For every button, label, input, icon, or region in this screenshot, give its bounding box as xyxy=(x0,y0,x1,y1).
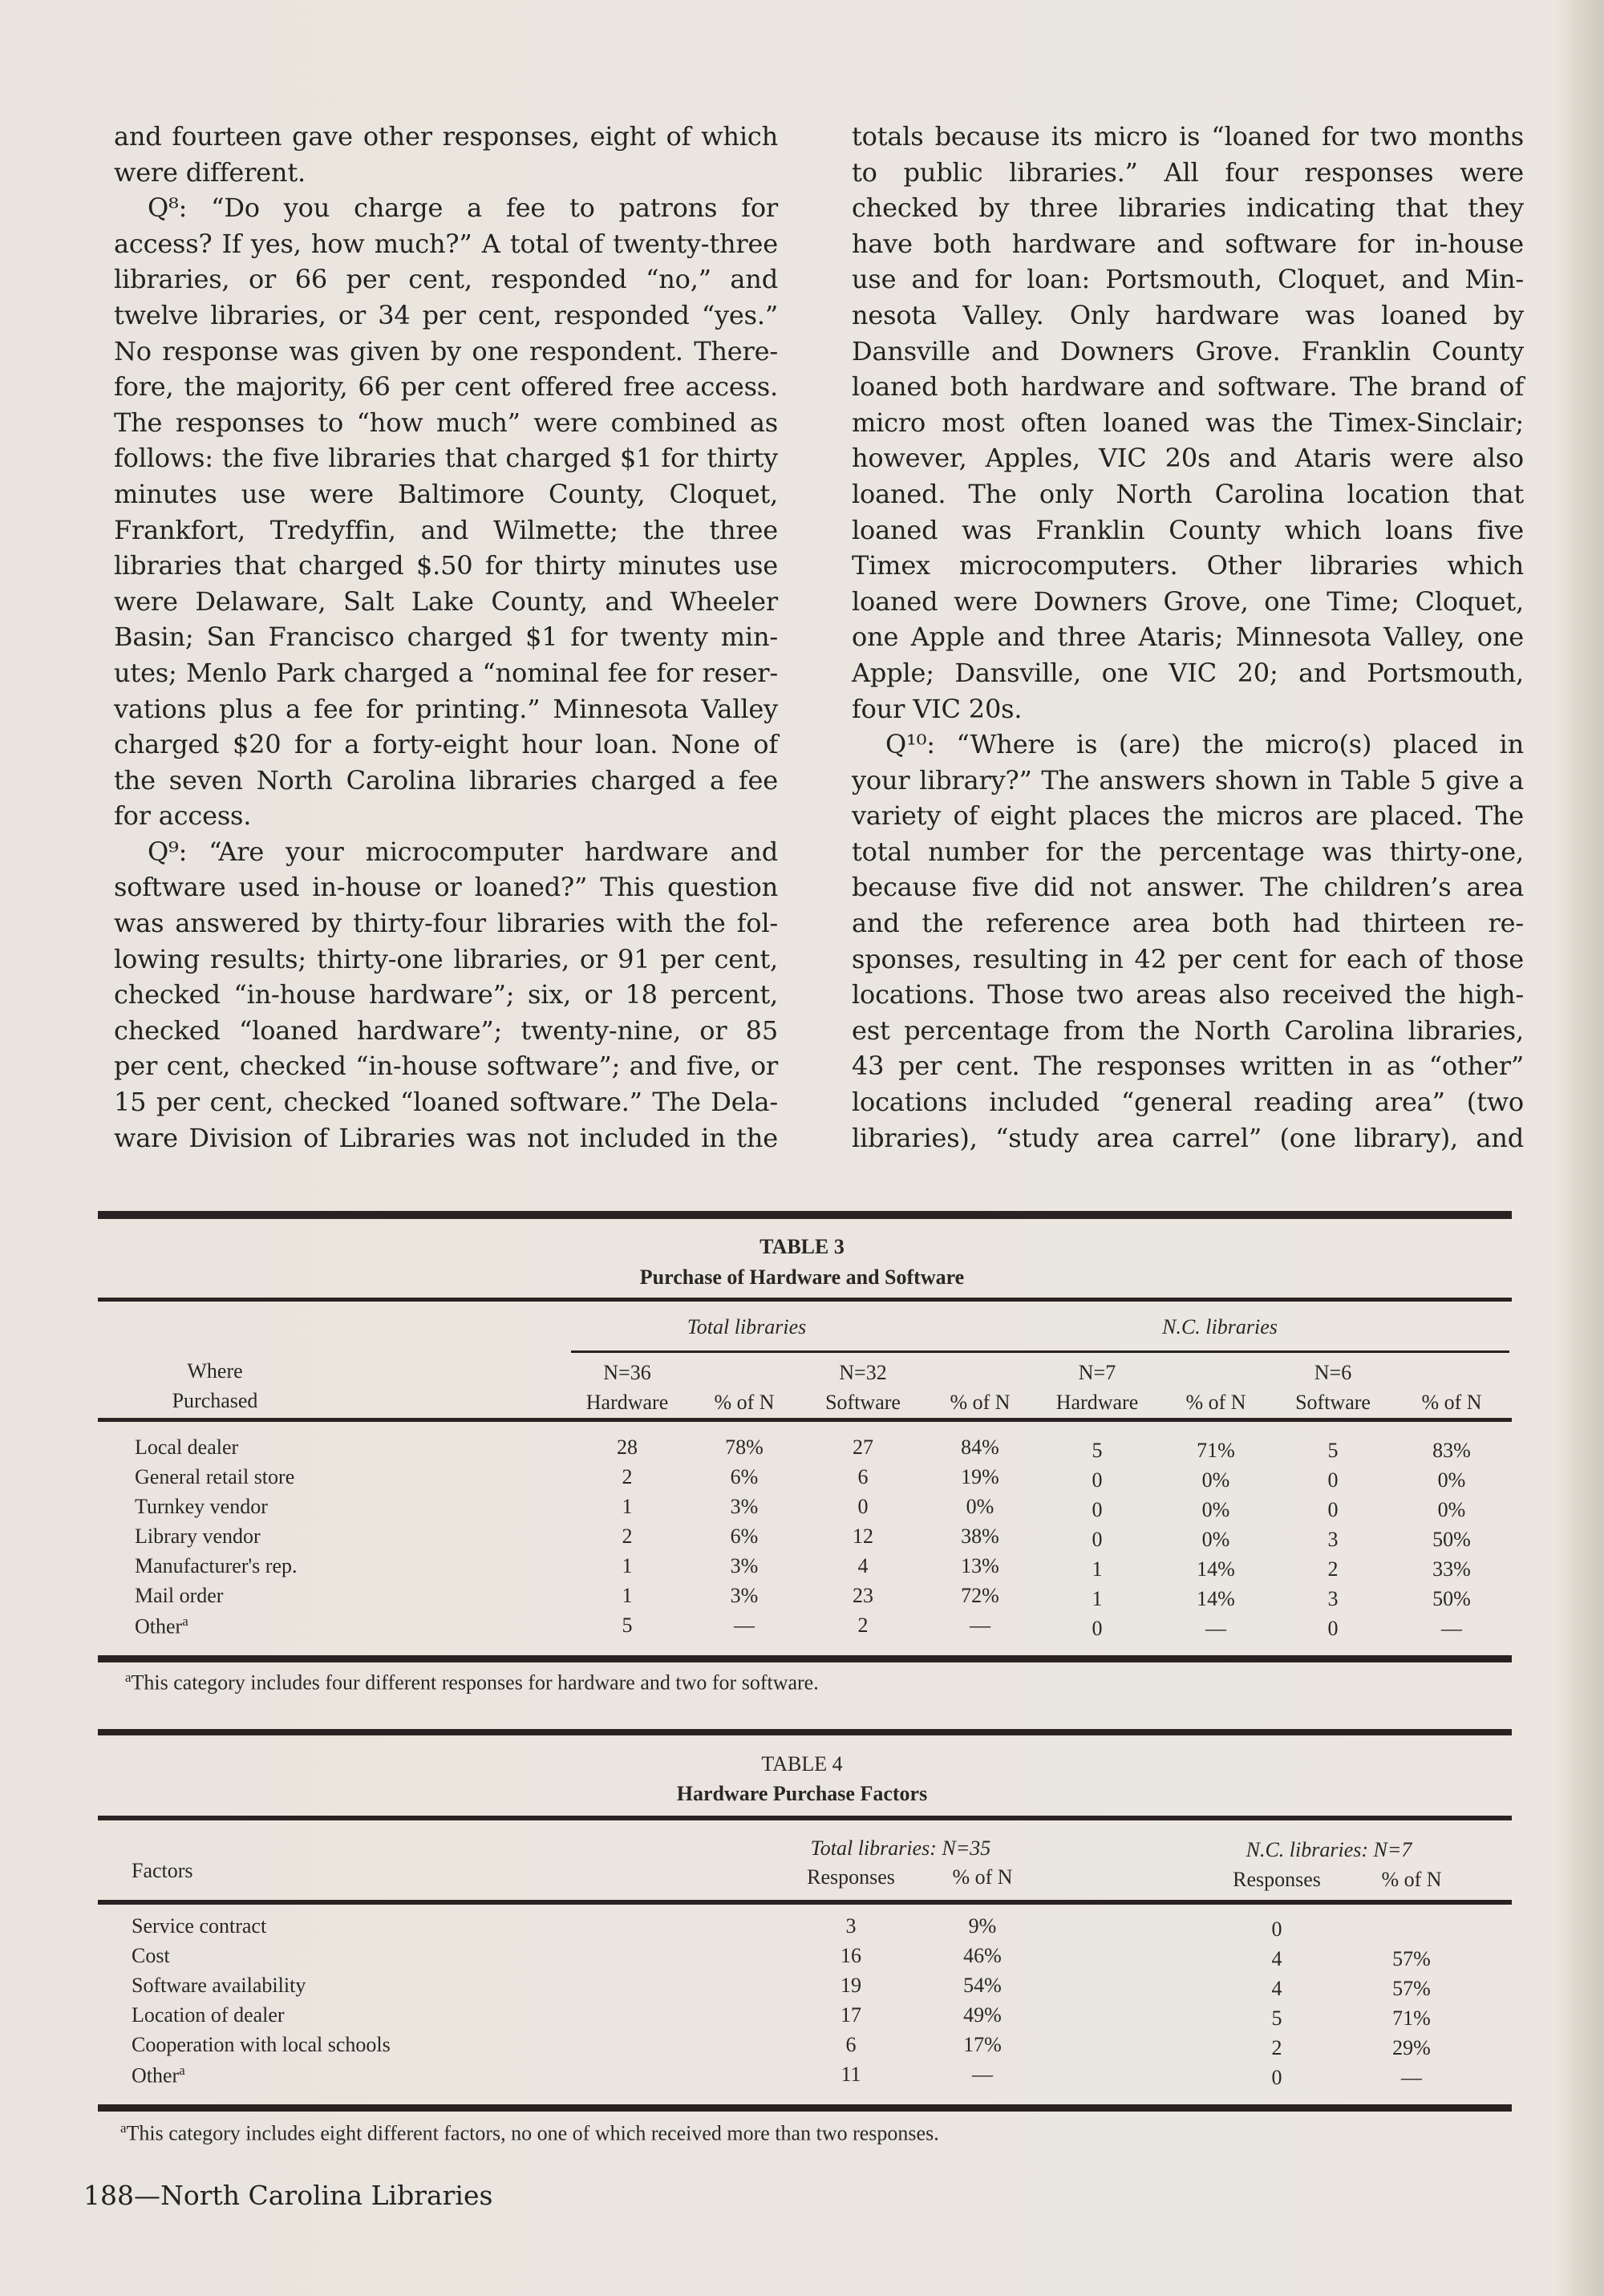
text-line: ware Division of Libraries was not included in the xyxy=(114,1122,778,1153)
table-cell: 57% xyxy=(1392,1977,1431,2000)
table-cell: 0 xyxy=(1092,1617,1103,1640)
row-label xyxy=(132,1944,170,1968)
column-header: Software xyxy=(1295,1391,1371,1414)
table-cell: 78% xyxy=(725,1436,764,1459)
table-cell: 19 xyxy=(840,1974,861,1997)
row-label-text: Local dealer xyxy=(135,1436,239,1459)
table-cell: 83% xyxy=(1432,1439,1471,1462)
table-cell: 3 xyxy=(1327,1587,1339,1610)
column-header: % of N xyxy=(1185,1391,1246,1414)
table-cell: 11 xyxy=(840,2063,861,2086)
column-header: % of N xyxy=(1381,1868,1442,1891)
table-cell: 5 xyxy=(1092,1439,1103,1462)
text-line: Frankfort, Tredyffin, and Wilmette; the three xyxy=(114,514,778,545)
text-line: and the reference area both had thirteen re- xyxy=(852,908,1524,939)
row-label-text: Cooperation with local schools xyxy=(132,2033,391,2056)
table-cell: — xyxy=(1205,1617,1226,1640)
table-cell: 1 xyxy=(622,1584,633,1607)
table-cell: 0% xyxy=(1201,1498,1230,1521)
table-cell: 14% xyxy=(1197,1587,1235,1610)
table-cell: 50% xyxy=(1432,1528,1471,1551)
table-cell: 0% xyxy=(1201,1468,1230,1492)
table4-label: TABLE 4 xyxy=(761,1752,843,1776)
table-cell: 6% xyxy=(730,1465,759,1488)
left-text-column xyxy=(114,119,778,1156)
row-label-text: General retail store xyxy=(135,1465,295,1488)
table-cell: 4 xyxy=(857,1554,869,1577)
text-line: est percentage from the North Carolina libraries, xyxy=(852,1014,1524,1046)
table-cell: 0% xyxy=(966,1495,994,1518)
table-cell: 0 xyxy=(1327,1468,1339,1492)
right-text-column xyxy=(852,119,1524,1156)
table-cell: 71% xyxy=(1392,2006,1431,2030)
text-line: loaned was Franklin County which loans five xyxy=(852,514,1524,545)
n-value: N=7 xyxy=(1078,1361,1116,1384)
table-cell: 0 xyxy=(1092,1468,1103,1492)
table4-title: Hardware Purchase Factors xyxy=(676,1782,928,1805)
table-cell: 0 xyxy=(857,1495,869,1518)
table3-footnote xyxy=(125,1670,819,1695)
row-label xyxy=(132,2063,185,2088)
text-line: 15 per cent, checked “loaned software.” The Dela- xyxy=(114,1087,778,1118)
column-header: Hardware xyxy=(1055,1391,1139,1414)
table-cell: 4 xyxy=(1271,1947,1282,1970)
table-cell: 0% xyxy=(1437,1468,1466,1492)
column-header: % of N xyxy=(1421,1391,1482,1414)
table-cell: 28 xyxy=(617,1436,638,1459)
table-cell: 2 xyxy=(622,1465,633,1488)
table-rule xyxy=(98,1900,1512,1905)
table-cell: 1 xyxy=(1092,1587,1103,1610)
text-line: use and for loan: Portsmouth, Cloquet, and Min- xyxy=(852,264,1524,295)
table-cell: 4 xyxy=(1271,1977,1282,2000)
table-cell: 0% xyxy=(1201,1528,1230,1551)
table-cell: 0 xyxy=(1327,1617,1339,1640)
text-line: sponses, resulting in 42 per cent for each of those xyxy=(852,943,1524,974)
table-rule xyxy=(98,1816,1512,1820)
text-line: the seven North Carolina libraries charged a fee xyxy=(114,764,778,796)
table-cell: 9% xyxy=(968,1914,997,1938)
text-line: were different. xyxy=(114,156,306,188)
text-line: charged $20 for a forty-eight hour loan. None of xyxy=(114,729,778,760)
text-line: loaned. The only North Carolina location that xyxy=(852,478,1524,509)
row-label xyxy=(135,1554,297,1578)
table-cell: 0 xyxy=(1092,1528,1103,1551)
text-line: one Apple and three Ataris; Minnesota Valley, one xyxy=(852,622,1524,653)
group-total-libraries: Total libraries xyxy=(687,1315,807,1338)
footnote-text: This category includes four different responses for hardware and two for software. xyxy=(131,1670,819,1695)
table-cell: 13% xyxy=(961,1554,999,1577)
text-line: Apple; Dansville, one VIC 20; and Portsmouth, xyxy=(852,657,1524,688)
column-header: % of N xyxy=(714,1391,775,1414)
row-label xyxy=(135,1495,268,1519)
table-cell: 17 xyxy=(840,2003,861,2027)
text-line: per cent, checked “in-house software”; and five, or xyxy=(114,1051,778,1082)
table-cell: — xyxy=(1441,1617,1462,1640)
row-label xyxy=(132,2003,285,2027)
text-line: total number for the percentage was thirty-one, xyxy=(852,836,1524,867)
text-line: was answered by thirty-four libraries with the fol- xyxy=(114,908,778,939)
row-label-text: Turnkey vendor xyxy=(135,1495,268,1518)
table-cell: 72% xyxy=(961,1584,999,1607)
text-line: loaned both hardware and software. The brand of xyxy=(852,371,1524,403)
text-line: software used in-house or loaned?” This question xyxy=(114,872,778,903)
row-label xyxy=(135,1614,188,1639)
column-header: Responses xyxy=(1233,1868,1321,1891)
group-total-libraries: Total libraries: N=35 xyxy=(810,1836,991,1860)
text-line: micro most often loaned was the Timex-Sinclair; xyxy=(852,407,1524,438)
row-label xyxy=(132,1914,266,1938)
text-line: and fourteen gave other responses, eight of which xyxy=(114,121,778,152)
text-line: libraries, or 66 per cent, responded “no,” and xyxy=(114,264,778,295)
table-cell: 33% xyxy=(1432,1557,1471,1581)
table-cell: 27 xyxy=(853,1436,873,1459)
table-cell: 5 xyxy=(622,1614,633,1637)
table-cell: — xyxy=(972,2063,993,2086)
text-line: Timex microcomputers. Other libraries which xyxy=(852,550,1524,581)
table-cell: 1 xyxy=(1092,1557,1103,1581)
table-cell: 0 xyxy=(1092,1498,1103,1521)
text-line: loaned were Downers Grove, one Time; Cloquet, xyxy=(852,585,1524,617)
table-cell: — xyxy=(1401,2066,1422,2089)
table-rule xyxy=(571,1350,1509,1353)
table-cell: 23 xyxy=(853,1584,873,1607)
text-line: locations. Those two areas also received the high- xyxy=(852,979,1524,1010)
text-line: for access. xyxy=(114,800,252,832)
footnote-marker: a xyxy=(179,2063,185,2078)
table-cell: 0% xyxy=(1437,1498,1466,1521)
row-label-text: Location of dealer xyxy=(132,2003,285,2027)
text-line: The responses to “how much” were combined as xyxy=(114,407,778,438)
text-line: to public libraries.” All four responses were xyxy=(852,156,1524,188)
text-line: were Delaware, Salt Lake County, and Wheeler xyxy=(114,585,778,617)
text-line: checked by three libraries indicating that they xyxy=(852,192,1524,224)
text-line: twelve libraries, or 34 per cent, responded “yes.” xyxy=(114,299,778,330)
n-value: N=36 xyxy=(603,1361,651,1384)
table-cell: 19% xyxy=(961,1465,999,1488)
text-line: locations included “general reading area” (two xyxy=(852,1087,1524,1118)
text-line: however, Apples, VIC 20s and Ataris were also xyxy=(852,443,1524,474)
text-line: minutes use were Baltimore County, Cloquet, xyxy=(114,478,778,509)
text-line: libraries that charged $.50 for thirty minutes use xyxy=(114,550,778,581)
table-cell: 2 xyxy=(1271,2036,1282,2059)
table-cell: 0 xyxy=(1271,2066,1282,2089)
row-label-text: Cost xyxy=(132,1944,170,1967)
text-line: utes; Menlo Park charged a “nominal fee for reser- xyxy=(114,657,778,688)
table-rule xyxy=(98,1211,1512,1219)
text-line: libraries), “study area carrel” (one library), and xyxy=(852,1122,1524,1153)
table-cell: 3 xyxy=(845,1914,857,1938)
table-cell: 57% xyxy=(1392,1947,1431,1970)
text-line: Q⁹: “Are your microcomputer hardware and xyxy=(148,836,778,867)
row-label-text: Other xyxy=(132,2063,180,2087)
text-line: Q¹⁰: “Where is (are) the micro(s) placed in xyxy=(885,729,1524,760)
text-line: checked “in-house hardware”; six, or 18 percent, xyxy=(114,979,778,1010)
table-cell: 49% xyxy=(963,2003,1002,2027)
text-line: nesota Valley. Only hardware was loaned by xyxy=(852,299,1524,330)
table-cell: 0 xyxy=(1327,1498,1339,1521)
table-cell: 6 xyxy=(845,2033,857,2056)
table-cell: 6% xyxy=(730,1525,759,1548)
row-label xyxy=(135,1525,261,1549)
table-cell: 2 xyxy=(622,1525,633,1548)
table-cell: 14% xyxy=(1197,1557,1235,1581)
table-cell: 6 xyxy=(857,1465,869,1488)
table-cell: 1 xyxy=(622,1554,633,1577)
row-label-text: Other xyxy=(135,1614,183,1638)
row-label-text: Mail order xyxy=(135,1584,224,1607)
table-cell: 5 xyxy=(1327,1439,1339,1462)
row-header: Purchased xyxy=(172,1389,258,1412)
text-line: follows: the five libraries that charged $1 for thirty xyxy=(114,443,778,474)
table-cell: 50% xyxy=(1432,1587,1471,1610)
text-line: lowing results; thirty-one libraries, or 91 per cent, xyxy=(114,943,778,974)
row-label-text: Software availability xyxy=(132,1974,306,1997)
n-value: N=32 xyxy=(839,1361,887,1384)
text-line: have both hardware and software for in-house xyxy=(852,228,1524,259)
text-line: checked “loaned hardware”; twenty-nine, or 85 xyxy=(114,1014,778,1046)
text-line: variety of eight places the micros are placed. The xyxy=(852,800,1524,832)
table-cell: 0 xyxy=(1271,1917,1282,1941)
table-cell: 3% xyxy=(730,1495,759,1518)
table-rule xyxy=(98,1729,1512,1735)
text-line: access? If yes, how much?” A total of twenty-three xyxy=(114,228,778,259)
row-label xyxy=(135,1465,294,1489)
text-line: Basin; San Francisco charged $1 for twenty min- xyxy=(114,622,778,653)
text-line: Q⁸: “Do you charge a fee to patrons for xyxy=(148,192,778,224)
text-line: Dansville and Downers Grove. Franklin County xyxy=(852,335,1524,366)
row-label xyxy=(135,1436,238,1460)
table-cell: 12 xyxy=(853,1525,873,1548)
row-header: Where xyxy=(187,1359,243,1383)
table-cell: 17% xyxy=(963,2033,1002,2056)
row-label xyxy=(132,2033,391,2057)
row-label xyxy=(135,1584,223,1608)
group-nc-libraries: N.C. libraries xyxy=(1162,1315,1278,1338)
table-cell: 38% xyxy=(961,1525,999,1548)
table-cell: — xyxy=(970,1614,990,1637)
table-rule xyxy=(98,1418,1512,1422)
table-rule xyxy=(98,1655,1512,1662)
group-nc-libraries: N.C. libraries: N=7 xyxy=(1246,1838,1412,1861)
footnote-marker: a xyxy=(120,2120,127,2136)
text-line: four VIC 20s. xyxy=(852,693,1023,724)
table-cell: 16 xyxy=(840,1944,861,1967)
text-line: totals because its micro is “loaned for two months xyxy=(852,121,1524,152)
table-cell: 5 xyxy=(1271,2006,1282,2030)
table-cell: 46% xyxy=(963,1944,1002,1967)
column-header: Software xyxy=(825,1391,901,1414)
footnote-marker: a xyxy=(125,1670,132,1685)
column-header: % of N xyxy=(952,1865,1013,1889)
text-line: your library?” The answers shown in Table 5 give a xyxy=(852,764,1524,796)
text-line: 43 per cent. The responses written in as “other” xyxy=(852,1051,1524,1082)
row-label-text: Manufacturer's rep. xyxy=(135,1554,298,1577)
table-cell: 1 xyxy=(622,1495,633,1518)
row-label xyxy=(132,1974,306,1998)
text-line: because five did not answer. The children’s area xyxy=(852,872,1524,903)
table3-title: Purchase of Hardware and Software xyxy=(639,1265,965,1289)
table-cell: — xyxy=(734,1614,755,1637)
page-footer: 188—North Carolina Libraries xyxy=(83,2180,493,2211)
footnote-text: This category includes eight different factors, no one of which received more than two responses. xyxy=(126,2121,939,2145)
table-cell: 2 xyxy=(857,1614,869,1637)
table-rule xyxy=(98,2104,1512,2112)
column-header: Responses xyxy=(807,1865,895,1889)
column-header: % of N xyxy=(950,1391,1011,1414)
table-cell: 3% xyxy=(730,1554,759,1577)
text-line: No response was given by one respondent. There- xyxy=(114,335,778,366)
row-header: Factors xyxy=(132,1859,193,1882)
text-line: fore, the majority, 66 per cent offered free access. xyxy=(114,371,778,403)
table-rule xyxy=(98,1298,1512,1302)
table-cell: 84% xyxy=(961,1436,999,1459)
row-label-text: Library vendor xyxy=(135,1525,261,1548)
table-cell: 3 xyxy=(1327,1528,1339,1551)
table-cell: 3% xyxy=(730,1584,759,1607)
n-value: N=6 xyxy=(1314,1361,1352,1384)
table-cell: 71% xyxy=(1197,1439,1235,1462)
table-cell: 54% xyxy=(963,1974,1002,1997)
footnote-marker: a xyxy=(182,1614,188,1629)
table4-footnote xyxy=(120,2120,939,2146)
row-label-text: Service contract xyxy=(132,1914,267,1938)
text-line: vations plus a fee for printing.” Minnesota Valley xyxy=(114,693,778,724)
table3-label: TABLE 3 xyxy=(759,1235,845,1258)
table-cell: 29% xyxy=(1392,2036,1431,2059)
table-cell: 2 xyxy=(1327,1557,1339,1581)
column-header: Hardware xyxy=(585,1391,669,1414)
